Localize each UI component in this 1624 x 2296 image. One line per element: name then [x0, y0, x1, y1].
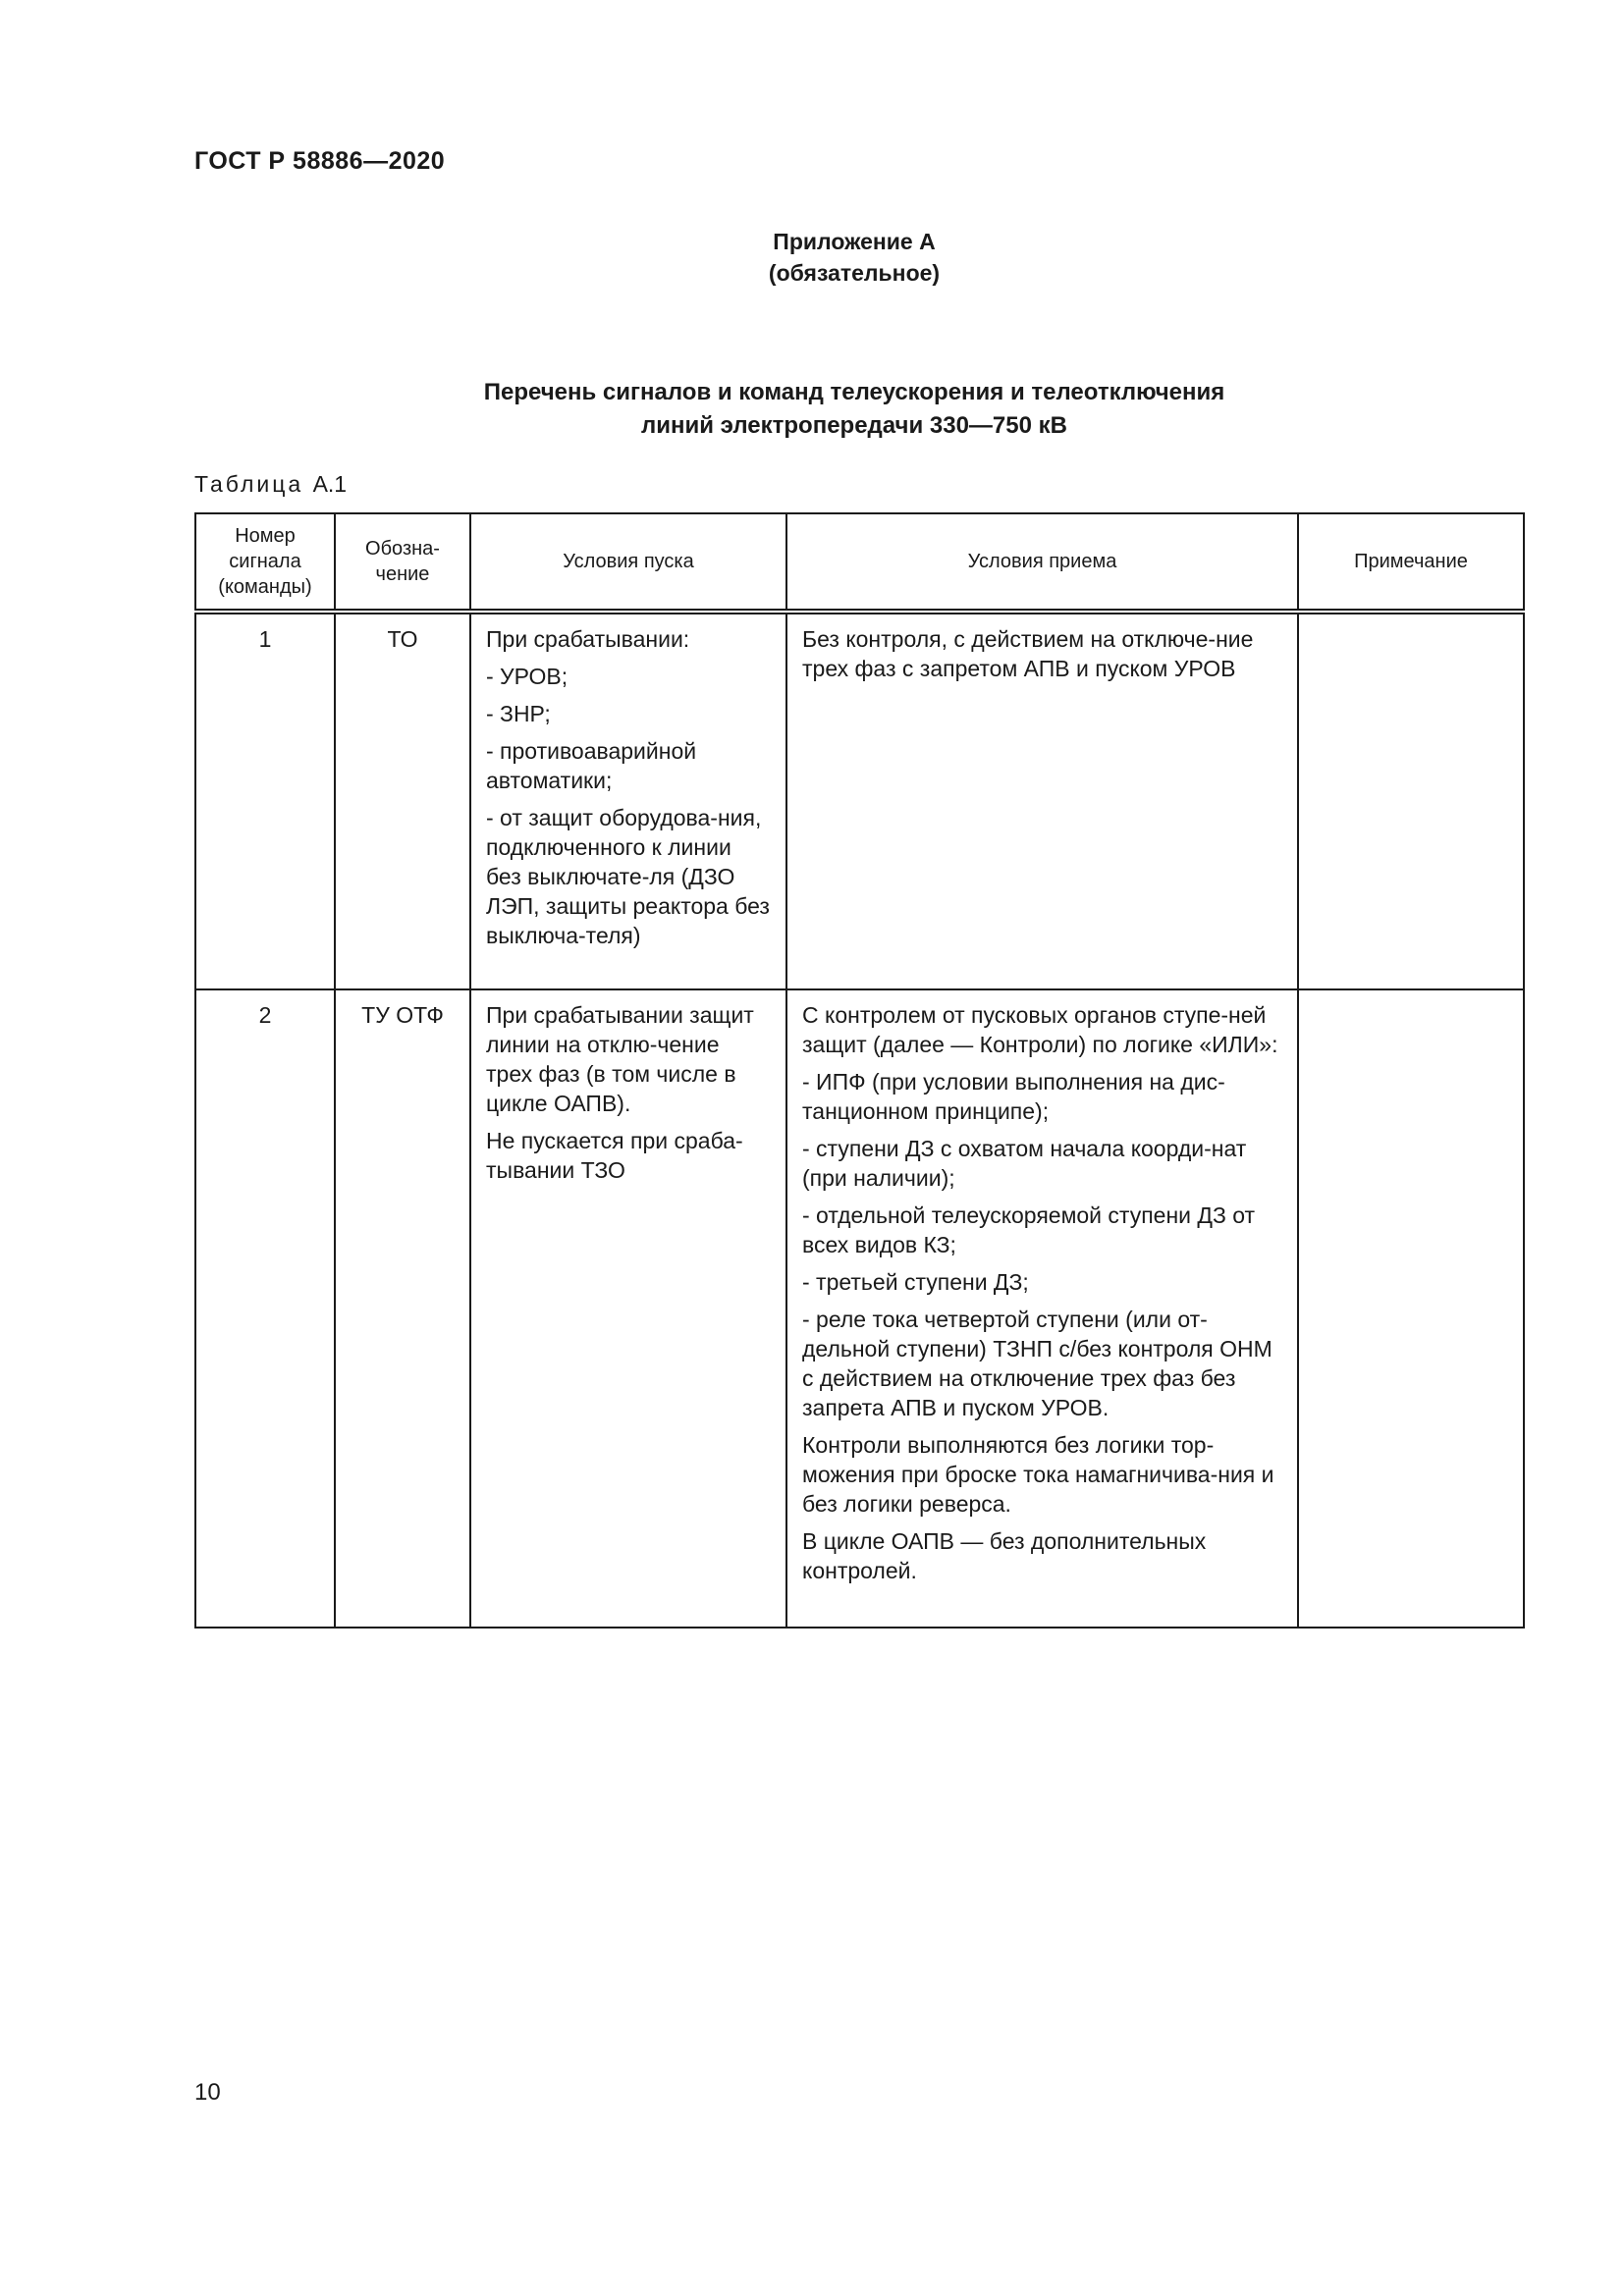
row-1-start-conditions: [470, 612, 786, 989]
row-2-number: 2: [195, 989, 335, 1628]
appendix-heading: [0, 226, 1624, 289]
table-label-word: Таблица: [194, 471, 304, 497]
row-2-designation: ТУ ОТФ: [335, 989, 470, 1628]
row-2-start-paragraph: Не пускается при сраба-тывании ТЗО: [486, 1128, 743, 1183]
row-1-start-paragraph: - противоаварийной автоматики;: [486, 738, 697, 793]
row-1-receive-conditions: [786, 612, 1298, 989]
header-note: Примечание: [1298, 513, 1524, 612]
row-2-receive-paragraph: В цикле ОАПВ — без дополнительных контролей.: [802, 1528, 1207, 1583]
table-label: [194, 471, 347, 498]
row-2-receive-paragraph: - отдельной телеускоряемой ступени ДЗ от всех видов КЗ;: [802, 1202, 1256, 1257]
document-code: ГОСТ Р 58886—2020: [194, 147, 446, 175]
row-1-start-paragraph: - от защит оборудова-ния, подключенного к линии без выключате-ля (ДЗО ЛЭП, защиты реактора без выключа-теля): [486, 805, 770, 948]
header-number: Номер сигнала (команды): [195, 513, 335, 612]
table-row: [195, 612, 1524, 989]
row-2-receive-paragraph: - третьей ступени ДЗ;: [802, 1269, 1029, 1295]
row-2-receive-paragraph: Контроли выполняются без логики тор-можения при броске тока намагничива-ния и без логики реверса.: [802, 1432, 1274, 1517]
row-1-start-paragraph: - ЗНР;: [486, 701, 551, 726]
row-2-receive-paragraph: - реле тока четвертой ступени (или от-дельной ступени) ТЗНП с/без контроля ОНМ с действием на отключение трех фаз без запрета АПВ и пуском УРОВ.: [802, 1307, 1272, 1420]
row-2-receive-paragraph: - ступени ДЗ с охватом начала коорди-нат (при наличии);: [802, 1136, 1247, 1191]
header-receive-conditions: Условия приема: [786, 513, 1298, 612]
row-1-number: 1: [195, 612, 335, 989]
document-title: [0, 376, 1624, 443]
document-title-line-2: линий электропередачи 330—750 кВ: [641, 412, 1067, 439]
table-row: [195, 989, 1524, 1628]
document-title-line-1: Перечень сигналов и команд телеускорения и телеотключения: [483, 379, 1225, 405]
row-2-start-paragraph: При срабатывании защит линии на отклю-чение трех фаз (в том числе в цикле ОАПВ).: [486, 1002, 754, 1116]
header-designation: Обозна-чение: [335, 513, 470, 612]
page-number: 10: [194, 2079, 221, 2106]
row-2-receive-paragraph: С контролем от пусковых органов ступе-ней защит (далее — Контроли) по логике «ИЛИ»:: [802, 1002, 1278, 1057]
row-1-note: [1298, 612, 1524, 989]
row-2-receive-paragraph: - ИПФ (при условии выполнения на дис-танционном принципе);: [802, 1069, 1225, 1124]
row-1-receive-paragraph: Без контроля, с действием на отключе-ние трех фаз с запретом АПВ и пуском УРОВ: [802, 626, 1254, 681]
row-2-receive-conditions: [786, 989, 1298, 1628]
appendix-status: (обязательное): [768, 260, 941, 286]
signals-table: [194, 512, 1525, 1629]
row-1-start-paragraph: - УРОВ;: [486, 664, 568, 689]
row-1-start-paragraph: При срабатывании:: [486, 626, 690, 652]
row-2-start-conditions: [470, 989, 786, 1628]
row-1-designation: ТО: [335, 612, 470, 989]
table-label-number: А.1: [312, 471, 348, 497]
header-start-conditions: Условия пуска: [470, 513, 786, 612]
row-2-note: [1298, 989, 1524, 1628]
appendix-title: Приложение А: [773, 229, 936, 254]
table-header-row: [195, 513, 1524, 612]
